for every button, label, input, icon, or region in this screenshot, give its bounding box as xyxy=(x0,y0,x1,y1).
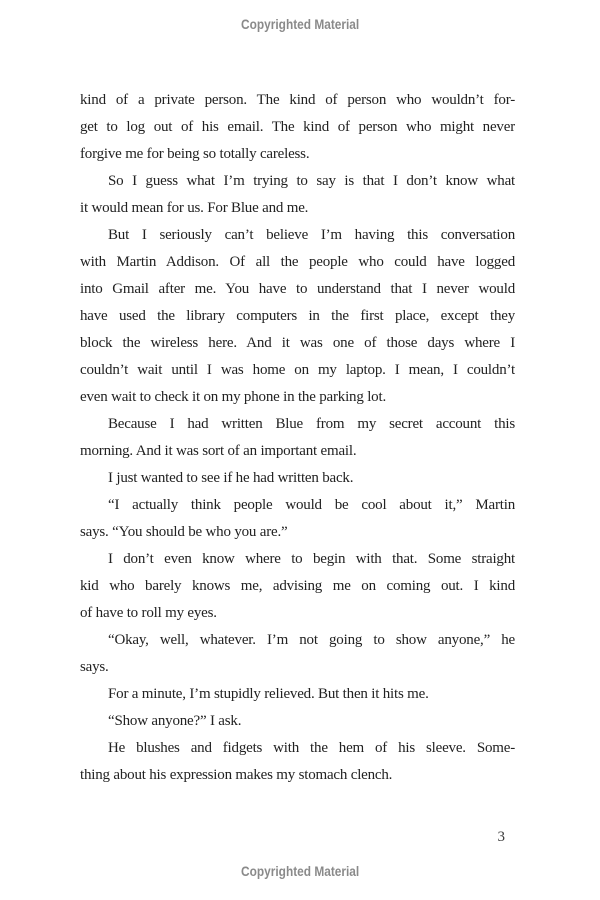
text-line: it would mean for us. For Blue and me. xyxy=(80,200,309,216)
text-line: So I guess what I’m trying to say is that I don’t know what xyxy=(108,173,515,189)
text-line: of have to roll my eyes. xyxy=(80,605,217,621)
text-line: morning. And it was sort of an important email. xyxy=(80,443,357,459)
text-line: kid who barely knows me, advising me on coming out. I kind xyxy=(80,578,515,594)
text-line: forgive me for being so totally careless. xyxy=(80,146,310,162)
page-number: 3 xyxy=(497,829,505,845)
text-line: He blushes and fidgets with the hem of his sleeve. Some- xyxy=(108,740,515,756)
text-line: I don’t even know where to begin with that. Some straight xyxy=(108,551,515,567)
text-line: block the wireless here. And it was one of those days where I xyxy=(80,335,515,351)
copyright-notice-bottom-label: Copyrighted Material xyxy=(240,864,360,879)
text-line: “Okay, well, whatever. I’m not going to show anyone,” he xyxy=(108,632,515,648)
text-line: get to log out of his email. The kind of person who might never xyxy=(80,119,515,135)
text-line: Because I had written Blue from my secret account this xyxy=(108,416,515,432)
text-line: into Gmail after me. You have to understand that I never would xyxy=(80,281,515,297)
text-line: “I actually think people would be cool about it,” Martin xyxy=(108,497,515,513)
text-line: But I seriously can’t believe I’m having this conversation xyxy=(108,227,515,243)
text-line: I just wanted to see if he had written back. xyxy=(108,470,354,486)
text-line: says. “You should be who you are.” xyxy=(80,524,288,540)
text-line: “Show anyone?” I ask. xyxy=(108,713,242,729)
text-line: with Martin Addison. Of all the people who could have logged xyxy=(80,254,515,270)
text-line: couldn’t wait until I was home on my laptop. I mean, I couldn’t xyxy=(80,362,515,378)
body-text xyxy=(80,87,515,789)
copyright-notice-top xyxy=(0,17,600,32)
copyright-notice-bottom xyxy=(0,864,600,879)
text-line: have used the library computers in the first place, except they xyxy=(80,308,515,324)
text-line: thing about his expression makes my stomach clench. xyxy=(80,767,393,783)
text-line: For a minute, I’m stupidly relieved. But then it hits me. xyxy=(108,686,429,702)
copyright-notice-top-label: Copyrighted Material xyxy=(240,17,360,32)
text-line: kind of a private person. The kind of person who wouldn’t for- xyxy=(80,92,515,108)
text-line: even wait to check it on my phone in the parking lot. xyxy=(80,389,386,405)
text-line: says. xyxy=(80,659,109,675)
